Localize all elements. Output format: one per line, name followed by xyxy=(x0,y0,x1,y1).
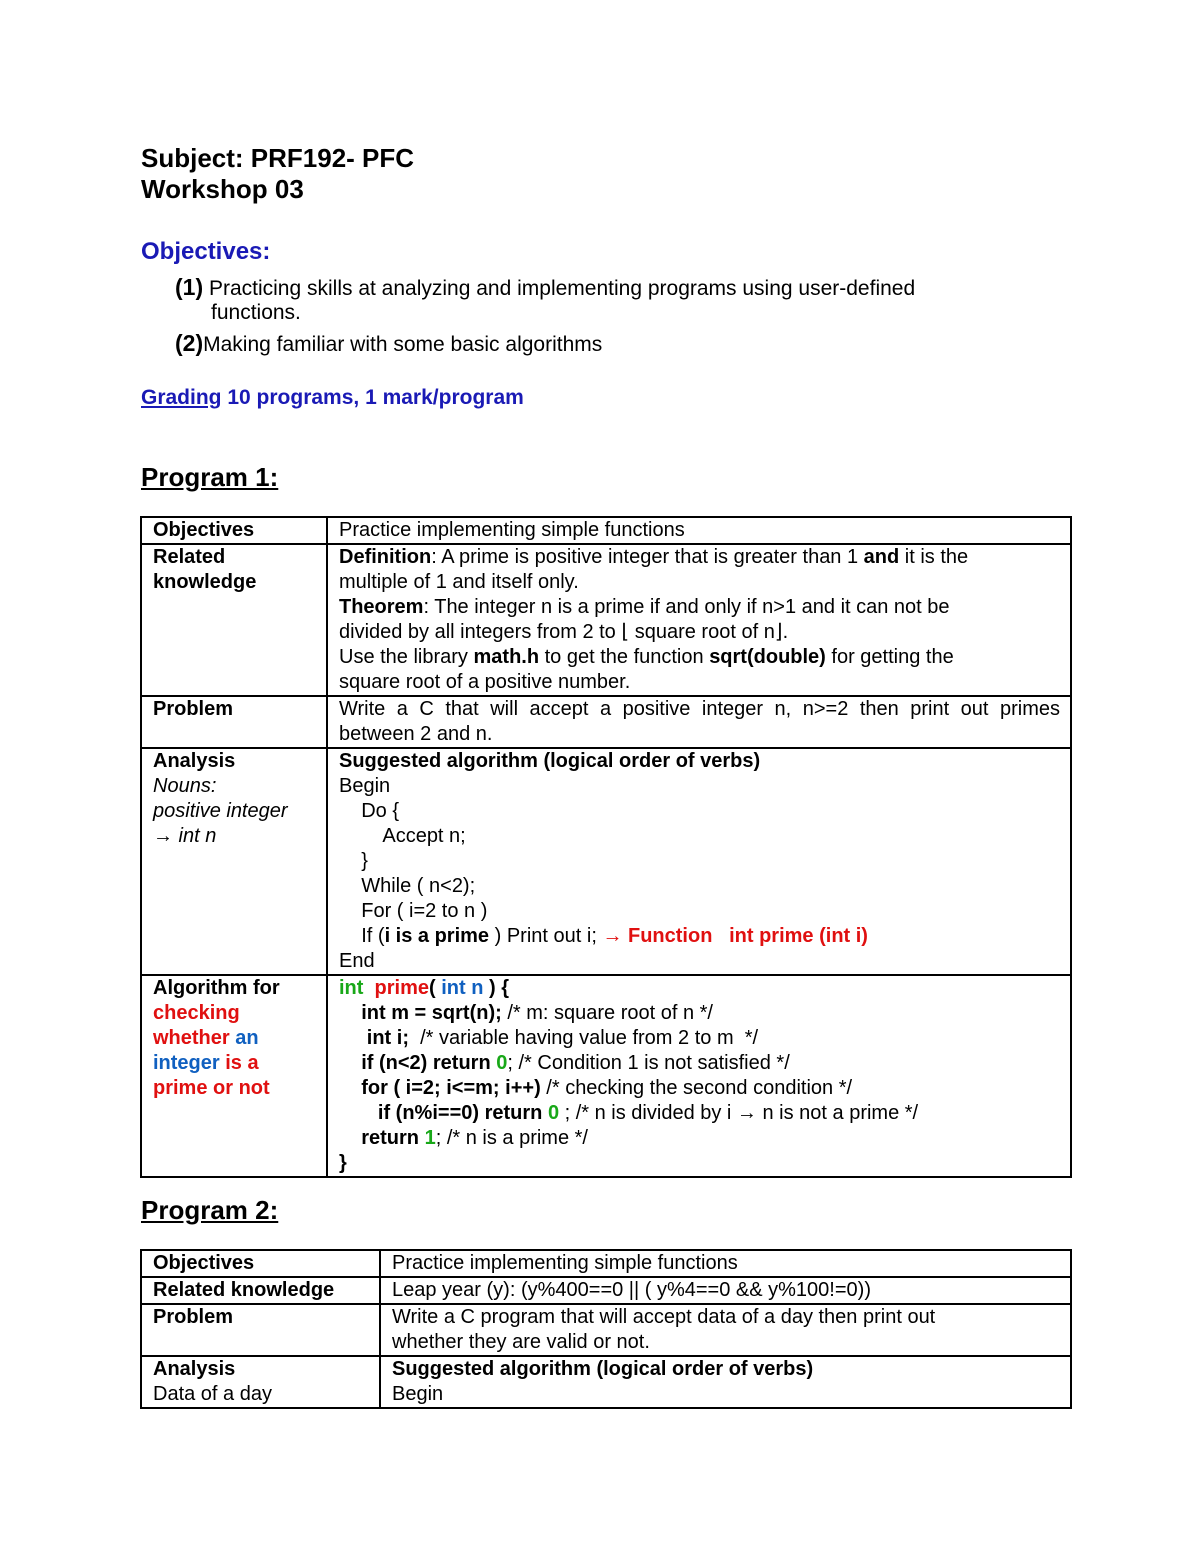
objective-item-1 xyxy=(175,274,915,302)
objectives-heading: Objectives: xyxy=(141,238,271,265)
table-row xyxy=(141,1277,1071,1304)
table-row xyxy=(141,544,1071,696)
subject-heading: Subject: PRF192- PFC xyxy=(141,143,415,173)
row-label: Algorithm for checking whether an integer is a prime or not xyxy=(141,975,327,1177)
program-1-title: Program 1: xyxy=(141,462,279,492)
table-row xyxy=(141,696,1071,748)
row-label: Problem xyxy=(141,1304,380,1356)
row-label: Analysis Data of a day xyxy=(141,1356,380,1408)
table-row xyxy=(141,1356,1071,1408)
program-2-table xyxy=(140,1249,1072,1409)
table-row xyxy=(141,1304,1071,1356)
row-label: Related knowledge xyxy=(141,544,327,696)
table-row xyxy=(141,975,1071,1177)
row-label: Problem xyxy=(141,696,327,748)
workshop-heading: Workshop 03 xyxy=(141,174,304,204)
grading-line xyxy=(141,385,524,411)
row-value: Write a C program that will accept data of a day then print out whether they are valid or not. xyxy=(380,1304,1071,1356)
program-1-table xyxy=(140,516,1072,1178)
objective-item-1-cont: functions. xyxy=(211,301,301,324)
row-label: Analysis Nouns: positive integer → int n xyxy=(141,748,327,975)
table-row xyxy=(141,517,1071,544)
objective-text: Practicing skills at analyzing and implementing programs using user-defined xyxy=(203,277,916,300)
row-label: Related knowledge xyxy=(141,1277,380,1304)
row-value: Practice implementing simple functions xyxy=(380,1250,1071,1277)
row-value: Write a C that will accept a positive integer n, n>=2 then print out primes between 2 and n. xyxy=(327,696,1071,748)
table-row xyxy=(141,1250,1071,1277)
related-knowledge-cell: Definition: A prime is positive integer that is greater than 1 and it is the multiple of 1 and itself only. Theorem: The integer n is a prime if and only if n>1 and it can not be divided by all integers from 2 to ⌊ square root of n⌋. Use the library math.h to get the function sqrt(double) for getting the square root of a positive number. xyxy=(327,544,1071,696)
objective-number: (2) xyxy=(175,330,204,356)
grading-text: 10 programs, 1 mark/program xyxy=(221,386,524,409)
objective-number: (1) xyxy=(175,274,204,300)
row-value: Practice implementing simple functions xyxy=(327,517,1071,544)
row-label: Objectives xyxy=(141,1250,380,1277)
grading-label: Grading xyxy=(141,386,222,409)
objective-item-2 xyxy=(175,330,602,358)
row-value: Suggested algorithm (logical order of verbs) Begin xyxy=(380,1356,1071,1408)
algorithm-cell: Suggested algorithm (logical order of verbs) Begin Do { Accept n; } While ( n<2); For ( i=2 to n ) If (i is a prime ) Print out i; → Function int prime (int i) End xyxy=(327,748,1071,975)
objective-text: Making familiar with some basic algorithms xyxy=(203,333,603,356)
row-value: Leap year (y): (y%400==0 || ( y%4==0 && y%100!=0)) xyxy=(380,1277,1071,1304)
code-cell: int prime( int n ) { int m = sqrt(n); /* m: square root of n */ int i; /* variable having value from 2 to m */ if (n<2) return 0; /* Condition 1 is not satisfied */ for ( i=2; i<=m; i++) /* checking the second condition */ if (n%i==0) return 0 ; /* n is divided by i → n is not a prime */ return 1; /* n is a prime */ } xyxy=(327,975,1071,1177)
row-label: Objectives xyxy=(141,517,327,544)
program-2-title: Program 2: xyxy=(141,1195,279,1225)
table-row xyxy=(141,748,1071,975)
